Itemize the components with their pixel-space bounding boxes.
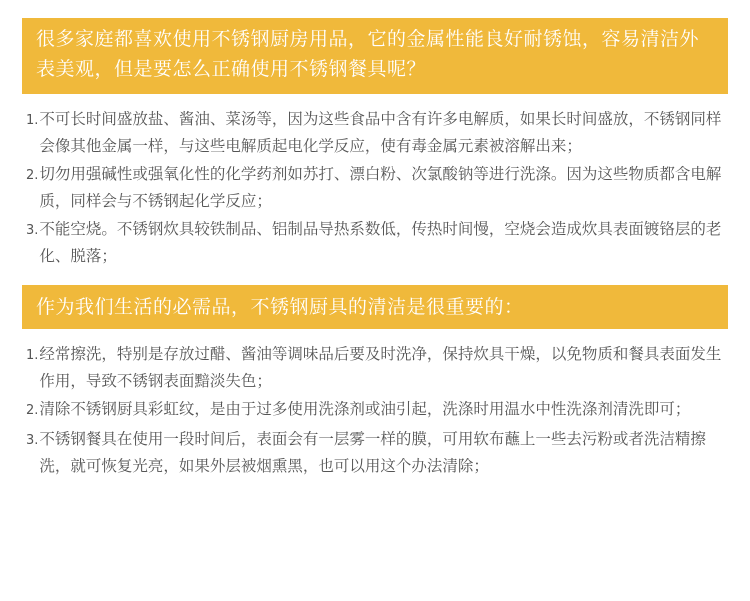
list-item-text: 切勿用强碱性或强氧化性的化学药剂如苏打、漂白粉、次氯酸钠等进行洗涤。因为这些物质都含电解质，同样会与不锈钢起化学反应； [39, 165, 722, 210]
section-2-list [22, 329, 728, 480]
list-item [26, 426, 724, 480]
list-item-number: 1. [26, 113, 39, 128]
list-item [26, 216, 724, 270]
list-item-number: 2. [26, 168, 39, 183]
section-1-list [22, 94, 728, 270]
list-item-text: 不锈钢餐具在使用一段时间后，表面会有一层雾一样的膜，可用软布蘸上一些去污粉或者洗洁精擦洗，就可恢复光亮，如果外层被烟熏黑，也可以用这个办法清除； [39, 430, 706, 475]
list-item-text: 不能空烧。不锈钢炊具较铁制品、铝制品导热系数低，传热时间慢，空烧会造成炊具表面镀铬层的老化、脱落； [39, 220, 722, 265]
list-item [26, 161, 724, 215]
list-item [26, 396, 724, 425]
list-item-number: 1. [26, 348, 39, 363]
section-divider-space [22, 271, 728, 285]
list-item-text: 经常擦洗，特别是存放过醋、酱油等调味品后要及时洗净，保持炊具干燥，以免物质和餐具表面发生作用，导致不锈钢表面黯淡失色； [39, 345, 722, 390]
section-2-banner: 作为我们生活的必需品，不锈钢厨具的清洁是很重要的： [22, 285, 728, 329]
list-item-number: 3. [26, 223, 39, 238]
list-item-text: 不可长时间盛放盐、酱油、菜汤等，因为这些食品中含有许多电解质，如果长时间盛放，不锈钢同样会像其他金属一样，与这些电解质起电化学反应，使有毒金属元素被溶解出来； [39, 110, 722, 155]
list-item-text: 清除不锈钢厨具彩虹纹，是由于过多使用洗涤剂或油引起，洗涤时用温水中性洗涤剂清洗即可； [39, 400, 691, 418]
section-1-banner: 很多家庭都喜欢使用不锈钢厨房用品，它的金属性能良好耐锈蚀，容易清洁外表美观，但是要怎么正确使用不锈钢餐具呢？ [22, 18, 728, 94]
list-item [26, 341, 724, 395]
list-item-number: 2. [26, 403, 39, 418]
list-item [26, 106, 724, 160]
list-item-number: 3. [26, 433, 39, 448]
